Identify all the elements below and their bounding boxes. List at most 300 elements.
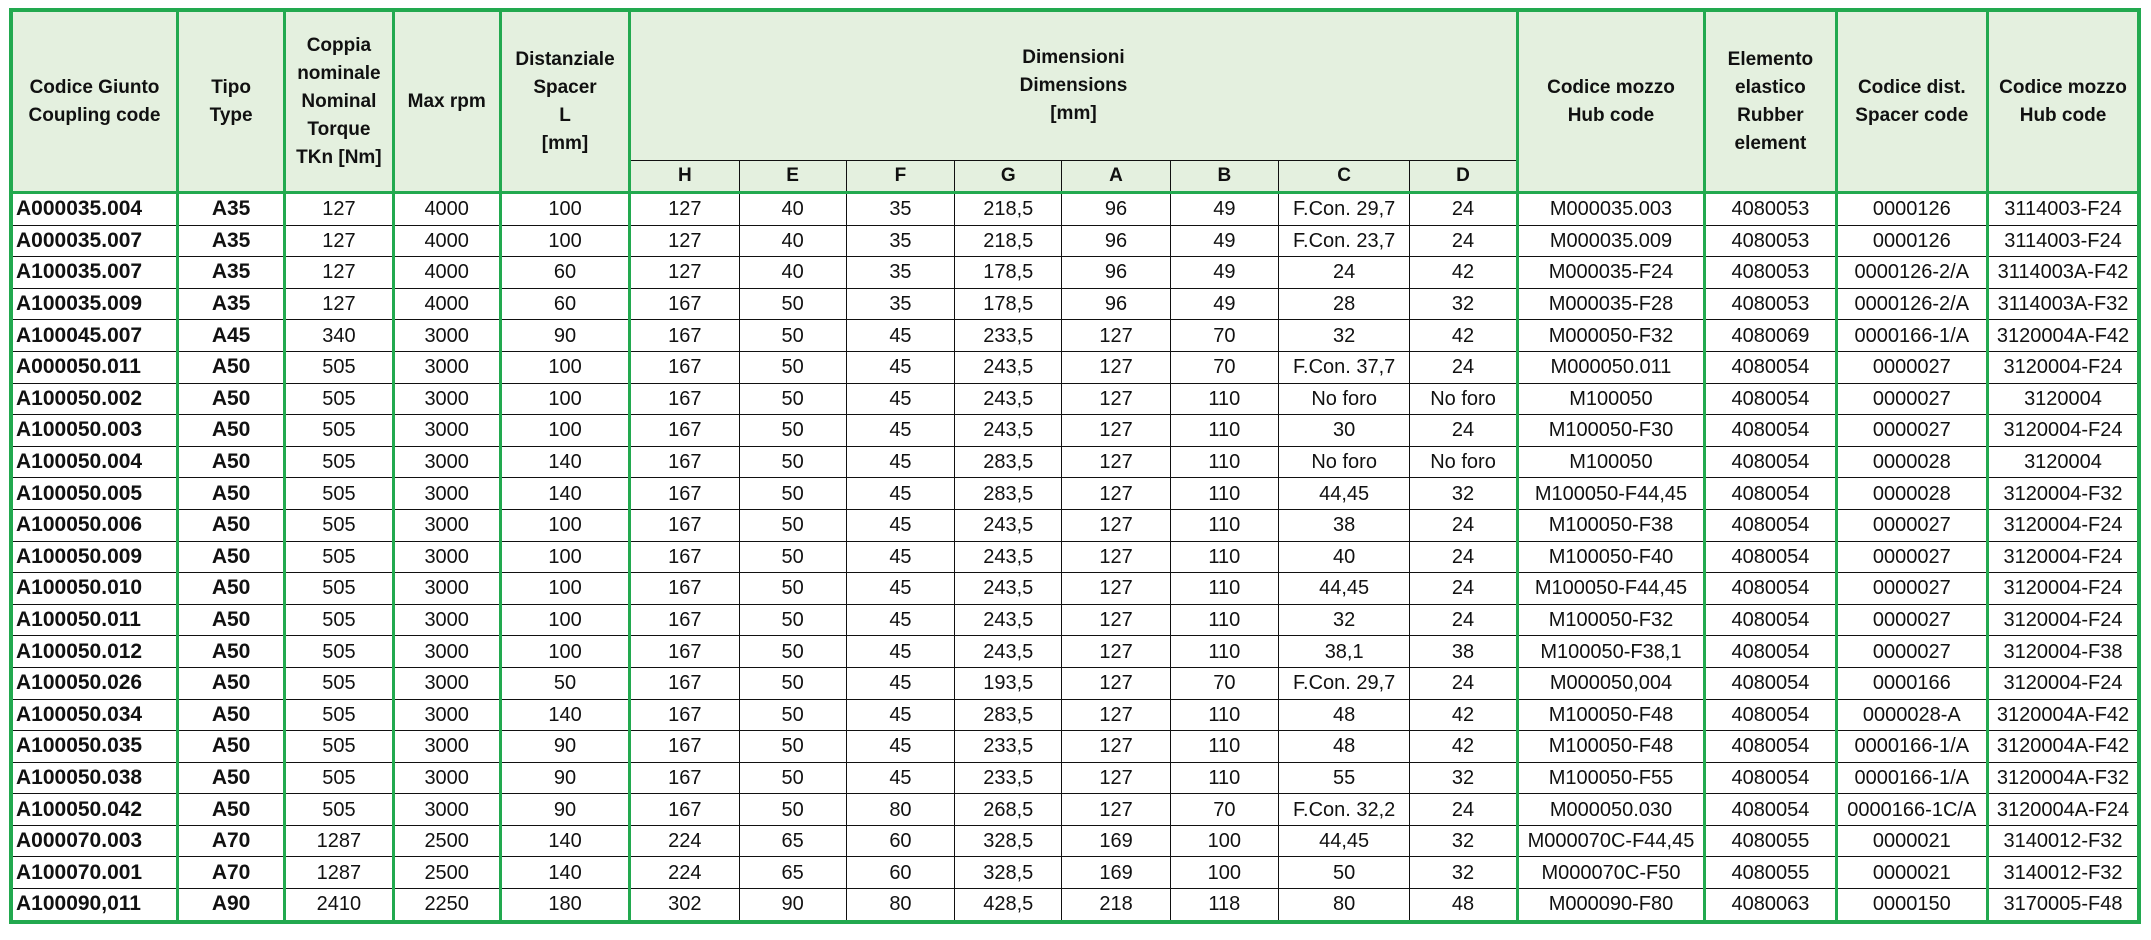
cell-dim-e: 50 [739,351,846,383]
cell-dim-e: 50 [739,699,846,731]
table-row [11,351,2139,383]
cell-dim-c: F.Con. 37,7 [1278,351,1409,383]
cell-dim-g: 428,5 [955,889,1062,922]
cell-codice-dist: 0000021 [1836,825,1987,857]
cell-codice-giunto: A000035.004 [11,193,177,226]
cell-dim-c: No foro [1278,446,1409,478]
table-row [11,288,2139,320]
cell-coppia: 1287 [285,857,393,889]
col-header-codice-mozzo-2: Codice mozzo Hub code [1988,10,2140,193]
cell-dim-c: 40 [1278,541,1409,573]
cell-elemento-elastico: 4080054 [1705,541,1836,573]
table-row [11,383,2139,415]
cell-codice-giunto: A100035.007 [11,257,177,289]
cell-codice-giunto: A100050.002 [11,383,177,415]
cell-elemento-elastico: 4080054 [1705,794,1836,826]
cell-dim-b: 70 [1170,320,1278,352]
cell-dim-a: 96 [1062,193,1170,226]
table-row [11,193,2139,226]
cell-tipo: A35 [177,257,284,289]
cell-dim-e: 50 [739,478,846,510]
table-row [11,225,2139,257]
cell-codice-mozzo-2: 3114003A-F42 [1988,257,2140,289]
cell-dim-d: No foro [1410,383,1517,415]
cell-elemento-elastico: 4080055 [1705,825,1836,857]
cell-dim-c: 48 [1278,699,1409,731]
cell-codice-mozzo-2: 3120004A-F42 [1988,320,2140,352]
cell-dim-g: 178,5 [955,288,1062,320]
cell-dim-b: 49 [1170,193,1278,226]
col-header-distanziale: Distanziale Spacer L [mm] [500,10,629,193]
cell-codice-dist: 0000166 [1836,667,1987,699]
cell-dim-d: 24 [1410,604,1517,636]
cell-tipo: A35 [177,288,284,320]
cell-dim-e: 50 [739,731,846,763]
cell-codice-mozzo: M000070C-F44,45 [1517,825,1705,857]
cell-dim-g: 243,5 [955,573,1062,605]
col-header-dimensioni: Dimensioni Dimensions [mm] [630,10,1518,161]
cell-codice-dist: 0000027 [1836,383,1987,415]
table-row [11,604,2139,636]
cell-distanziale: 100 [500,193,629,226]
cell-codice-giunto: A100050.026 [11,667,177,699]
cell-dim-e: 50 [739,415,846,447]
cell-dim-c: 44,45 [1278,478,1409,510]
cell-dim-b: 110 [1170,541,1278,573]
cell-tipo: A50 [177,541,284,573]
col-header-codice-dist: Codice dist. Spacer code [1836,10,1987,193]
cell-distanziale: 100 [500,351,629,383]
cell-codice-dist: 0000126 [1836,193,1987,226]
cell-tipo: A50 [177,415,284,447]
cell-dim-d: 32 [1410,857,1517,889]
cell-dim-f: 45 [846,509,954,541]
table-row [11,699,2139,731]
cell-dim-d: 42 [1410,320,1517,352]
cell-codice-dist: 0000166-1/A [1836,320,1987,352]
cell-codice-mozzo: M100050-F44,45 [1517,573,1705,605]
cell-codice-dist: 0000126 [1836,225,1987,257]
cell-dim-c: 38,1 [1278,636,1409,668]
cell-coppia: 505 [285,415,393,447]
table-row [11,257,2139,289]
cell-coppia: 505 [285,446,393,478]
cell-dim-h: 167 [630,762,739,794]
cell-elemento-elastico: 4080054 [1705,731,1836,763]
cell-dim-d: 42 [1410,699,1517,731]
cell-dim-f: 45 [846,667,954,699]
cell-dim-h: 167 [630,509,739,541]
cell-dim-c: 50 [1278,857,1409,889]
cell-max-rpm: 3000 [393,604,500,636]
cell-distanziale: 100 [500,415,629,447]
cell-codice-mozzo-2: 3170005-F48 [1988,889,2140,922]
cell-dim-g: 328,5 [955,857,1062,889]
table-row [11,825,2139,857]
table-row [11,731,2139,763]
cell-codice-mozzo-2: 3114003-F24 [1988,225,2140,257]
cell-codice-dist: 0000027 [1836,636,1987,668]
cell-dim-h: 167 [630,478,739,510]
cell-dim-b: 110 [1170,762,1278,794]
cell-dim-d: 32 [1410,825,1517,857]
cell-dim-a: 96 [1062,225,1170,257]
table-row [11,762,2139,794]
cell-codice-mozzo-2: 3120004A-F32 [1988,762,2140,794]
cell-max-rpm: 3000 [393,415,500,447]
cell-tipo: A50 [177,509,284,541]
cell-dim-g: 328,5 [955,825,1062,857]
cell-dim-e: 50 [739,320,846,352]
cell-max-rpm: 3000 [393,762,500,794]
cell-dim-f: 45 [846,731,954,763]
cell-dim-d: 32 [1410,478,1517,510]
cell-dim-h: 127 [630,193,739,226]
cell-dim-a: 127 [1062,667,1170,699]
cell-dim-b: 110 [1170,478,1278,510]
cell-dim-h: 167 [630,351,739,383]
cell-codice-mozzo: M100050-F55 [1517,762,1705,794]
cell-dim-b: 70 [1170,794,1278,826]
cell-codice-mozzo: M100050-F48 [1517,731,1705,763]
cell-codice-dist: 0000150 [1836,889,1987,922]
cell-codice-dist: 0000028 [1836,446,1987,478]
cell-tipo: A50 [177,731,284,763]
cell-dim-b: 49 [1170,257,1278,289]
cell-coppia: 505 [285,478,393,510]
cell-distanziale: 140 [500,857,629,889]
cell-dim-g: 178,5 [955,257,1062,289]
cell-dim-h: 167 [630,541,739,573]
cell-codice-giunto: A100050.009 [11,541,177,573]
table-row [11,415,2139,447]
cell-codice-giunto: A100050.034 [11,699,177,731]
cell-tipo: A50 [177,351,284,383]
cell-coppia: 505 [285,794,393,826]
cell-elemento-elastico: 4080054 [1705,762,1836,794]
cell-codice-giunto: A100050.003 [11,415,177,447]
cell-codice-mozzo: M100050-F38,1 [1517,636,1705,668]
cell-coppia: 505 [285,667,393,699]
cell-codice-mozzo: M100050-F44,45 [1517,478,1705,510]
cell-dim-a: 169 [1062,825,1170,857]
cell-codice-mozzo: M100050 [1517,446,1705,478]
cell-distanziale: 140 [500,446,629,478]
cell-codice-mozzo: M000070C-F50 [1517,857,1705,889]
cell-codice-mozzo-2: 3114003A-F32 [1988,288,2140,320]
cell-distanziale: 100 [500,225,629,257]
cell-dim-c: F.Con. 29,7 [1278,667,1409,699]
cell-dim-f: 45 [846,636,954,668]
cell-dim-f: 60 [846,857,954,889]
cell-dim-a: 127 [1062,604,1170,636]
cell-dim-h: 302 [630,889,739,922]
cell-coppia: 505 [285,604,393,636]
cell-dim-a: 127 [1062,509,1170,541]
cell-codice-dist: 0000166-1C/A [1836,794,1987,826]
dim-header-b: B [1170,161,1278,193]
cell-codice-mozzo: M000035.003 [1517,193,1705,226]
cell-dim-a: 127 [1062,383,1170,415]
cell-max-rpm: 3000 [393,351,500,383]
cell-dim-d: 48 [1410,889,1517,922]
cell-dim-h: 167 [630,667,739,699]
cell-tipo: A50 [177,762,284,794]
cell-dim-b: 110 [1170,383,1278,415]
cell-elemento-elastico: 4080055 [1705,857,1836,889]
cell-codice-mozzo: M000090-F80 [1517,889,1705,922]
cell-coppia: 505 [285,383,393,415]
cell-dim-a: 127 [1062,794,1170,826]
cell-codice-mozzo: M000050-F32 [1517,320,1705,352]
cell-dim-a: 127 [1062,699,1170,731]
cell-dim-a: 127 [1062,415,1170,447]
cell-tipo: A50 [177,794,284,826]
dim-header-a: A [1062,161,1170,193]
cell-elemento-elastico: 4080054 [1705,478,1836,510]
col-header-coppia: Coppia nominale Nominal Torque TKn [Nm] [285,10,393,193]
table-row [11,857,2139,889]
cell-codice-mozzo-2: 3114003-F24 [1988,193,2140,226]
cell-dim-g: 243,5 [955,541,1062,573]
cell-codice-dist: 0000021 [1836,857,1987,889]
cell-distanziale: 100 [500,573,629,605]
table-row [11,478,2139,510]
table-body [11,193,2139,922]
cell-distanziale: 90 [500,794,629,826]
cell-dim-f: 45 [846,604,954,636]
cell-codice-mozzo: M100050-F38 [1517,509,1705,541]
cell-elemento-elastico: 4080053 [1705,288,1836,320]
cell-tipo: A35 [177,193,284,226]
cell-codice-mozzo: M100050-F48 [1517,699,1705,731]
dim-header-g: G [955,161,1062,193]
table-row [11,667,2139,699]
cell-coppia: 1287 [285,825,393,857]
col-header-max-rpm: Max rpm [393,10,500,193]
cell-dim-c: 30 [1278,415,1409,447]
cell-dim-e: 65 [739,825,846,857]
cell-dim-c: F.Con. 32,2 [1278,794,1409,826]
cell-dim-d: 24 [1410,351,1517,383]
table-row [11,320,2139,352]
cell-elemento-elastico: 4080054 [1705,667,1836,699]
cell-distanziale: 100 [500,604,629,636]
cell-dim-f: 45 [846,351,954,383]
cell-coppia: 127 [285,257,393,289]
cell-dim-e: 50 [739,573,846,605]
cell-elemento-elastico: 4080054 [1705,699,1836,731]
cell-dim-e: 40 [739,225,846,257]
cell-dim-c: 32 [1278,604,1409,636]
table-row [11,573,2139,605]
cell-max-rpm: 3000 [393,478,500,510]
cell-codice-mozzo: M000050.011 [1517,351,1705,383]
cell-dim-e: 50 [739,794,846,826]
cell-coppia: 505 [285,351,393,383]
cell-tipo: A70 [177,825,284,857]
cell-max-rpm: 3000 [393,509,500,541]
cell-codice-dist: 0000027 [1836,509,1987,541]
cell-dim-d: 24 [1410,794,1517,826]
cell-distanziale: 90 [500,762,629,794]
cell-codice-mozzo-2: 3120004-F32 [1988,478,2140,510]
cell-dim-a: 96 [1062,288,1170,320]
cell-coppia: 127 [285,288,393,320]
cell-dim-b: 100 [1170,825,1278,857]
cell-coppia: 505 [285,636,393,668]
cell-codice-mozzo-2: 3120004-F24 [1988,415,2140,447]
cell-tipo: A50 [177,699,284,731]
cell-distanziale: 100 [500,383,629,415]
cell-elemento-elastico: 4080054 [1705,351,1836,383]
cell-elemento-elastico: 4080054 [1705,446,1836,478]
cell-codice-giunto: A100050.042 [11,794,177,826]
cell-distanziale: 90 [500,320,629,352]
cell-tipo: A50 [177,446,284,478]
cell-elemento-elastico: 4080054 [1705,604,1836,636]
cell-dim-b: 118 [1170,889,1278,922]
cell-distanziale: 60 [500,288,629,320]
cell-dim-f: 45 [846,573,954,605]
cell-dim-b: 110 [1170,699,1278,731]
cell-dim-h: 167 [630,446,739,478]
cell-codice-mozzo-2: 3120004-F24 [1988,573,2140,605]
cell-coppia: 505 [285,573,393,605]
cell-dim-h: 167 [630,794,739,826]
cell-dim-d: 24 [1410,573,1517,605]
cell-codice-mozzo-2: 3120004-F24 [1988,667,2140,699]
cell-dim-d: 38 [1410,636,1517,668]
cell-dim-g: 233,5 [955,762,1062,794]
cell-dim-e: 90 [739,889,846,922]
cell-dim-h: 167 [630,320,739,352]
table-row [11,509,2139,541]
cell-dim-a: 96 [1062,257,1170,289]
cell-dim-b: 49 [1170,225,1278,257]
cell-dim-d: No foro [1410,446,1517,478]
table-row [11,636,2139,668]
cell-max-rpm: 2500 [393,857,500,889]
cell-tipo: A35 [177,225,284,257]
cell-max-rpm: 3000 [393,573,500,605]
cell-codice-mozzo: M000035-F28 [1517,288,1705,320]
cell-dim-g: 283,5 [955,446,1062,478]
cell-dim-c: 24 [1278,257,1409,289]
cell-dim-f: 60 [846,825,954,857]
cell-dim-b: 110 [1170,731,1278,763]
cell-codice-giunto: A100050.005 [11,478,177,510]
cell-codice-dist: 0000028 [1836,478,1987,510]
col-header-tipo: Tipo Type [177,10,284,193]
cell-dim-a: 218 [1062,889,1170,922]
cell-dim-c: 44,45 [1278,825,1409,857]
cell-elemento-elastico: 4080054 [1705,573,1836,605]
cell-dim-d: 42 [1410,257,1517,289]
cell-dim-h: 127 [630,225,739,257]
cell-dim-d: 32 [1410,288,1517,320]
cell-max-rpm: 4000 [393,288,500,320]
cell-dim-h: 167 [630,573,739,605]
cell-coppia: 505 [285,699,393,731]
cell-codice-mozzo-2: 3120004-F24 [1988,509,2140,541]
cell-dim-a: 169 [1062,857,1170,889]
cell-dim-h: 167 [630,699,739,731]
cell-codice-mozzo-2: 3120004-F24 [1988,541,2140,573]
cell-dim-f: 45 [846,446,954,478]
cell-codice-mozzo: M100050-F32 [1517,604,1705,636]
cell-codice-giunto: A100050.004 [11,446,177,478]
cell-dim-e: 50 [739,762,846,794]
dim-header-f: F [846,161,954,193]
cell-codice-dist: 0000027 [1836,604,1987,636]
dim-header-c: C [1278,161,1409,193]
cell-codice-mozzo-2: 3120004 [1988,383,2140,415]
cell-dim-f: 35 [846,288,954,320]
cell-dim-b: 70 [1170,667,1278,699]
cell-dim-b: 100 [1170,857,1278,889]
cell-dim-a: 127 [1062,731,1170,763]
cell-dim-d: 24 [1410,415,1517,447]
cell-dim-g: 243,5 [955,351,1062,383]
cell-max-rpm: 4000 [393,193,500,226]
cell-dim-f: 45 [846,699,954,731]
cell-dim-c: 55 [1278,762,1409,794]
cell-distanziale: 140 [500,825,629,857]
cell-codice-mozzo-2: 3120004A-F42 [1988,731,2140,763]
cell-dim-d: 42 [1410,731,1517,763]
cell-codice-mozzo-2: 3120004-F24 [1988,351,2140,383]
cell-codice-giunto: A100050.011 [11,604,177,636]
cell-codice-giunto: A000035.007 [11,225,177,257]
table-row [11,541,2139,573]
cell-dim-a: 127 [1062,351,1170,383]
cell-coppia: 505 [285,731,393,763]
cell-codice-mozzo-2: 3140012-F32 [1988,825,2140,857]
cell-dim-f: 45 [846,478,954,510]
cell-dim-a: 127 [1062,762,1170,794]
cell-max-rpm: 2500 [393,825,500,857]
cell-dim-c: F.Con. 23,7 [1278,225,1409,257]
cell-dim-h: 127 [630,257,739,289]
coupling-spec-table [9,8,2141,924]
cell-dim-e: 50 [739,509,846,541]
cell-distanziale: 140 [500,699,629,731]
cell-dim-g: 233,5 [955,731,1062,763]
cell-dim-h: 224 [630,825,739,857]
cell-dim-g: 218,5 [955,225,1062,257]
dim-header-d: D [1410,161,1517,193]
cell-dim-b: 110 [1170,446,1278,478]
cell-coppia: 505 [285,509,393,541]
cell-dim-b: 110 [1170,604,1278,636]
cell-codice-giunto: A100050.035 [11,731,177,763]
cell-dim-g: 193,5 [955,667,1062,699]
cell-codice-dist: 0000027 [1836,573,1987,605]
cell-coppia: 340 [285,320,393,352]
cell-dim-b: 110 [1170,509,1278,541]
cell-tipo: A90 [177,889,284,922]
cell-max-rpm: 3000 [393,699,500,731]
cell-codice-mozzo: M100050 [1517,383,1705,415]
cell-dim-f: 45 [846,415,954,447]
cell-dim-h: 167 [630,383,739,415]
cell-distanziale: 60 [500,257,629,289]
cell-max-rpm: 3000 [393,794,500,826]
cell-max-rpm: 3000 [393,636,500,668]
cell-codice-mozzo: M000035.009 [1517,225,1705,257]
cell-dim-a: 127 [1062,636,1170,668]
